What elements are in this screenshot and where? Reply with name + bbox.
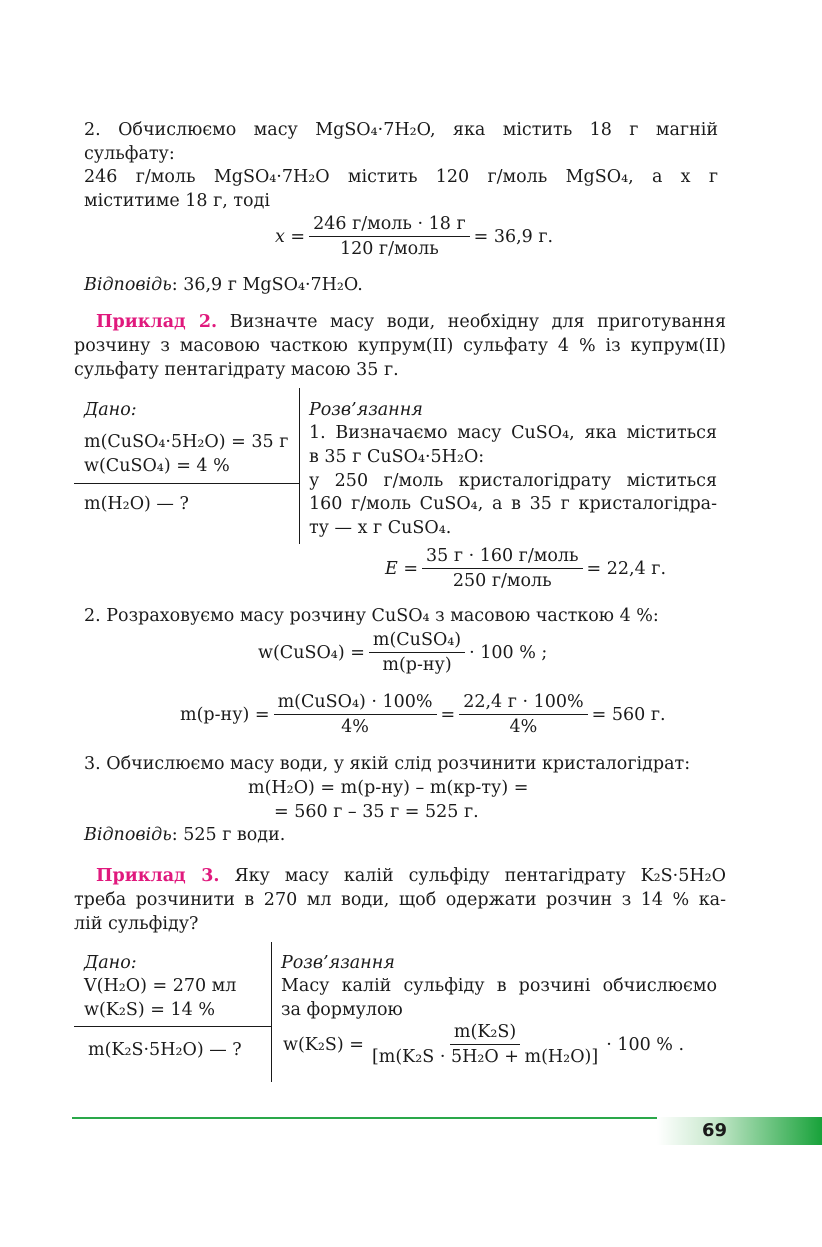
given2-item2: w(CuSO₄) = 4 % — [84, 456, 230, 476]
given3-divider — [74, 1026, 271, 1027]
example2-line2: розчину з масовою часткою купрум(II) сульфату 4 % із купрум(II) — [74, 336, 726, 356]
solution2-line4: 160 г/моль CuSO₄, а в 35 г кристалогідра- — [309, 494, 717, 514]
eq2-rhs: = 22,4 г. — [586, 558, 667, 579]
eq4-mid: = — [440, 704, 456, 725]
solution3-label: Розв’язання — [281, 953, 395, 973]
eq3-lhs: w(CuSO₄) = — [258, 642, 365, 663]
answer-1 — [84, 273, 363, 297]
eq2-lhs: E = — [385, 558, 419, 579]
eq4-denominator-2: 4% — [509, 717, 538, 737]
answer2-text: : 525 г води. — [171, 825, 286, 845]
step3: 3. Обчислюємо масу води, у якій слід розчинити кристалогідрат: — [84, 754, 691, 774]
eq3-rhs: · 100 % ; — [469, 642, 548, 663]
example2-line1 — [96, 310, 726, 334]
eq3-denominator: m(р-ну) — [382, 655, 452, 675]
answer-2 — [84, 823, 285, 847]
eq4-fraction-2 — [459, 692, 587, 737]
eq2-denominator: 250 г/моль — [452, 571, 552, 591]
eq6-numerator: m(K₂S) — [450, 1022, 520, 1045]
answer1-text: : 36,9 г MgSO₄·7H₂O. — [171, 275, 363, 295]
eq4-fraction-1 — [274, 692, 437, 737]
eq4-rhs: = 560 г. — [591, 704, 666, 725]
solution3-line1: Масу калій сульфіду в розчині обчислюємо — [281, 976, 717, 996]
equation-3 — [258, 630, 547, 675]
table3-vertical-divider — [271, 942, 272, 1082]
eq4-numerator-2: 22,4 г · 100% — [459, 692, 587, 715]
eq2-fraction — [422, 546, 583, 591]
solution2-label: Розв’язання — [309, 400, 423, 420]
given3-label: Дано: — [84, 953, 137, 973]
eq1-rhs: = 36,9 г. — [473, 226, 554, 247]
example3-line3: лій сульфіду? — [74, 914, 199, 934]
eq3-fraction — [369, 630, 465, 675]
eq4-lhs: m(р-ну) = — [180, 704, 270, 725]
equation-6 — [283, 1022, 684, 1067]
equation-4 — [180, 692, 666, 737]
step2-line4: міститиме 18 г, тоді — [84, 191, 270, 211]
example2-text1: Визначте масу води, необхідну для приготування — [229, 312, 726, 332]
eq1-denominator: 120 г/моль — [339, 239, 439, 259]
example3-title: Приклад 3. — [96, 866, 220, 886]
table2-vertical-divider — [299, 388, 300, 544]
given3-item1: V(H₂O) = 270 мл — [84, 976, 237, 996]
example3-line1 — [96, 864, 726, 888]
example2-title: Приклад 2. — [96, 312, 218, 332]
solution2-line1: 1. Визначаємо масу CuSO₄, яка міститься — [309, 423, 717, 443]
eq6-fraction — [368, 1022, 602, 1067]
eq3-numerator: m(CuSO₄) — [369, 630, 465, 653]
page-number-band — [657, 1117, 822, 1145]
eq1-numerator: 246 г/моль · 18 г — [309, 214, 470, 237]
equation-1 — [275, 214, 553, 259]
solution3-line2: за формулою — [281, 1000, 403, 1020]
eq1-fraction — [309, 214, 470, 259]
given2-item1: m(CuSO₄·5H₂O) = 35 г — [84, 432, 289, 452]
step2b: 2. Розраховуємо масу розчину CuSO₄ з масовою часткою 4 %: — [84, 606, 659, 626]
page-number: 69 — [702, 1120, 728, 1141]
step2-line1: 2. Обчислюємо масу MgSO₄·7H₂O, яка містить 18 г магній — [84, 120, 718, 140]
eq5-line2: = 560 г – 35 г = 525 г. — [274, 802, 479, 822]
eq5-line1: m(H₂O) = m(р-ну) – m(кр-ту) = — [248, 778, 529, 798]
eq6-denominator: [m(K₂S · 5H₂O + m(H₂O)] — [371, 1047, 599, 1067]
given2-label: Дано: — [84, 400, 137, 420]
eq4-denominator-1: 4% — [341, 717, 369, 737]
given3-item2: w(K₂S) = 14 % — [84, 1000, 215, 1020]
answer1-label: Відповідь — [84, 275, 172, 295]
eq2-numerator: 35 г · 160 г/моль — [422, 546, 583, 569]
solution2-line2: в 35 г CuSO₄·5H₂O: — [309, 447, 485, 467]
equation-2 — [385, 546, 666, 591]
given2-find: m(H₂O) — ? — [84, 494, 189, 514]
example2-line3: сульфату пентагідрату масою 35 г. — [74, 360, 399, 380]
solution2-line3: у 250 г/моль кристалогідрату міститься — [309, 471, 717, 491]
eq6-lhs: w(K₂S) = — [283, 1034, 364, 1055]
given2-divider — [74, 483, 299, 484]
eq6-rhs: · 100 % . — [606, 1034, 685, 1055]
answer2-label: Відповідь — [84, 825, 172, 845]
step2-line3: 246 г/моль MgSO₄·7H₂O містить 120 г/моль MgSO₄, а x г — [84, 167, 718, 187]
eq1-lhs: x = — [275, 226, 306, 247]
given3-find: m(K₂S·5H₂O) — ? — [88, 1040, 242, 1060]
solution2-line5: ту — x г CuSO₄. — [309, 518, 452, 538]
example3-text1: Яку масу калій сульфіду пентагідрату K₂S·5H₂O — [234, 866, 726, 886]
eq4-numerator-1: m(CuSO₄) · 100% — [274, 692, 437, 715]
step2-line2: сульфату: — [84, 144, 175, 164]
example3-line2: треба розчинити в 270 мл води, щоб одержати розчин з 14 % ка- — [74, 890, 726, 910]
